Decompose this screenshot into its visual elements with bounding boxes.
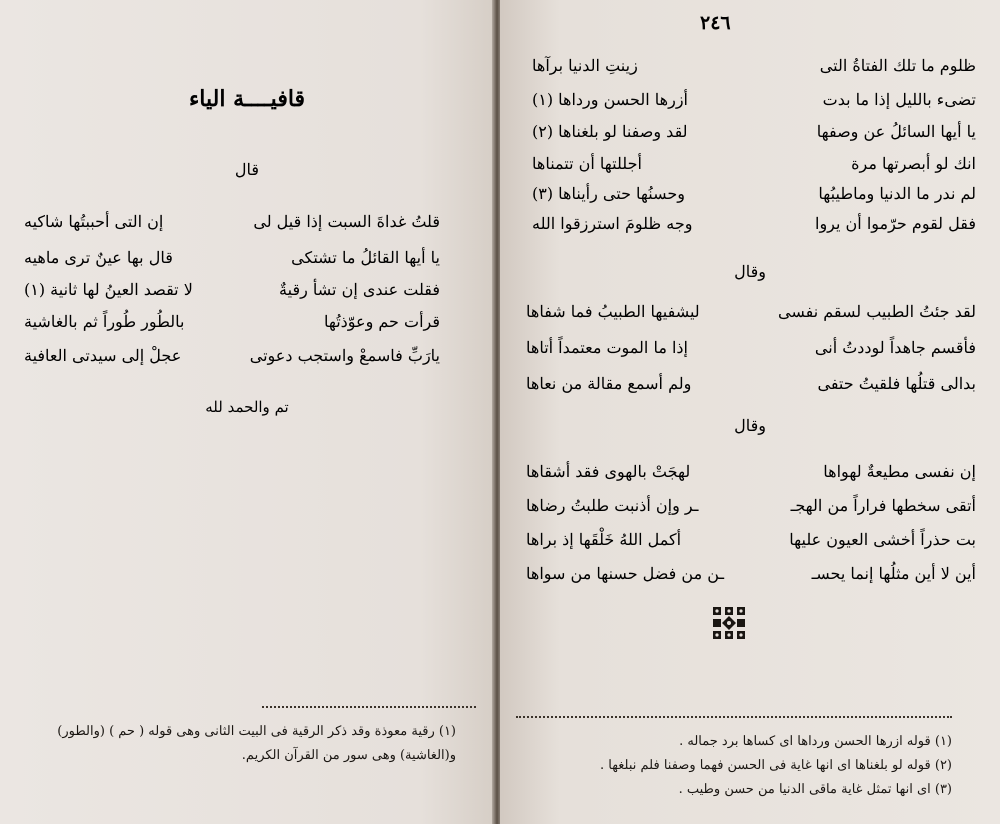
right-footnotes [500,0,1000,824]
verse-second-hemistich: ولم أسمع مقالة من نعاها [526,374,692,393]
left-footnotes [0,0,494,824]
verse-first-hemistich: يا أيها السائلُ عن وصفها [816,122,976,141]
verse-second-hemistich: أكمل اللهُ خَلْقَها إذ براها [526,530,682,549]
verse-first-hemistich: تضىء بالليل إذا ما بدت [822,90,976,109]
verse-first-hemistich: فقلت عندى إن تشأ رقيةٌ [279,280,440,299]
chapter-title: قافيــــة الياء [188,86,306,112]
verse-first-hemistich: لقد جئتُ الطبيب لسقم نفسى [778,302,976,321]
verse-first-hemistich: قلتُ غداةَ السبت إذا قيل لى [253,212,440,231]
verse-second-hemistich: أجللتها أن تتمناها [532,154,642,173]
verse-second-hemistich: إذا ما الموت معتمداً أتاها [526,338,688,357]
verse-first-hemistich: فقل لقوم حرّموا أن يروا [815,214,976,233]
section-heading: وقال [734,416,766,435]
verse-first-hemistich: بت حذراً أخشى العيون عليها [789,530,976,549]
verse-second-hemistich: ـر وإن أذنبت طلبتُ رضاها [526,496,699,515]
verse-first-hemistich: قرأت حم وعوّذتُها [323,312,440,331]
verse-first-hemistich: أين لا أين مثلُها إنما يحسـ [811,564,976,583]
footnote: (٣) اى انها تمثل غاية ماقى الدنيا من حسن وطيب . [678,782,952,797]
closing-line: تم والحمد لله [205,398,289,416]
verse-second-hemistich: عجلْ إلى سيدتى العافية [24,346,182,365]
verse-second-hemistich: بالطُور طُوراً ثم بالغاشية [24,312,185,331]
footnote: و(الغاشية) وهى سور من القرآن الكريم. [241,748,456,763]
footnote: (٢) قوله لو بلغناها اى انها غاية فى الحسن فهما وصفنا فلم نبلغها . [600,758,952,773]
verse-second-hemistich: لا تقصد العينُ لها ثانية (١) [24,280,193,299]
footnote: (١) قوله ازرها الحسن ورداها اى كساها برد جماله . [679,734,952,749]
verse-first-hemistich: فأقسم جاهداً لوددتُ أنى [814,338,976,357]
page-number: ٢٤٦ [700,12,731,34]
verse-first-hemistich: بدالى قتلُها فلقيتُ حتفى [817,374,976,393]
footnote: (١) رقية معوذة وقد ذكر الرقية فى البيت الثانى وهى قوله ( حم ) (والطور) [57,724,456,739]
verse-second-hemistich: إن التى أحببتُها شاكيه [24,212,164,231]
verse-second-hemistich: أزرها الحسن ورداها (١) [532,90,688,109]
verse-second-hemistich: لهجَتْ بالهوى فقد أشقاها [526,462,691,481]
verse-second-hemistich: وحسنُها حتى رأيناها (٣) [532,184,686,203]
section-heading: قال [234,160,260,179]
verse-first-hemistich: أتقى سخطها فراراً من الهجـ [790,496,976,515]
verse-first-hemistich: ظلوم ما تلك الفتاةُ التى [819,56,976,75]
verse-first-hemistich: انك لو أبصرتها مرة [851,154,976,173]
verse-second-hemistich: وجه ظلومَ استرزقوا الله [532,214,693,233]
verse-second-hemistich: ـن من فضل حسنها من سواها [526,564,725,583]
verse-first-hemistich: إن نفسى مطيعةٌ لهواها [823,462,976,481]
verse-second-hemistich: لقد وصفنا لو بلغناها (٢) [532,122,688,141]
verse-first-hemistich: يا أيها القائلُ ما تشتكى [291,248,440,267]
section-heading: وقال [734,262,766,281]
verse-second-hemistich: ليشفيها الطبيبُ فما شفاها [526,302,700,321]
verse-second-hemistich: زينتِ الدنيا برآها [532,56,638,75]
verse-first-hemistich: لم ندر ما الدنيا وماطيبُها [818,184,976,203]
verse-second-hemistich: قال بها عينٌ ترى ماهيه [24,248,173,267]
verse-first-hemistich: يارَبِّ فاسمعْ واستجب دعوتى [249,346,440,365]
